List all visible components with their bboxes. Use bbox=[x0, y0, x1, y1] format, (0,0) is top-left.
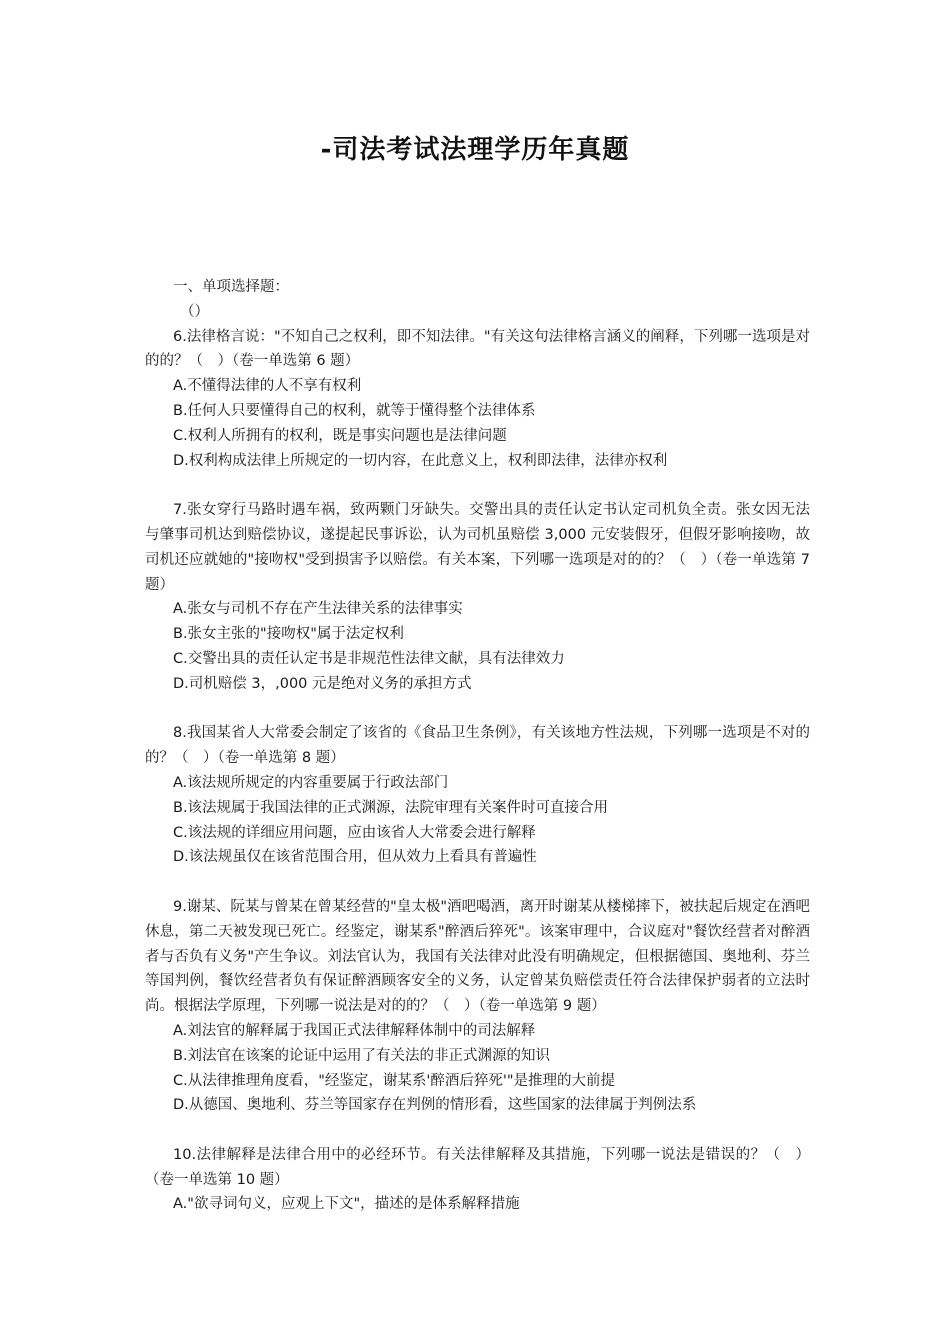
section-heading: 一、单项选择题： bbox=[173, 279, 289, 295]
option-d: D.该法规虽仅在该省范围合用，但从效力上看具有普遍性 bbox=[173, 849, 537, 866]
document-body bbox=[145, 275, 810, 1217]
question-stem: 6.法律格言说："不知自己之权利，即不知法律。"有关这句法律格言涵义的阐释，下列哪一选项是对的的？（ ）（卷一单选第 6 题） bbox=[145, 328, 810, 370]
question-7 bbox=[145, 498, 810, 696]
option-a: A.刘法官的解释属于我国正式法律解释体制中的司法解释 bbox=[173, 1022, 536, 1039]
question-stem: 7.张女穿行马路时遇车祸，致两颗门牙缺失。交警出具的责任认定书认定司机负全责。张女因无法与肇事司机达到赔偿协议，遂提起民事诉讼，认为司机虽赔偿 3,000 元安装假牙，但假牙影响接吻，故司机还应就她的"接吻权"受到损害予以赔偿。有关本案，下列哪一选项是对的的？（ ）（卷一单选第 7 题） bbox=[145, 502, 810, 593]
option-d: D.司机赔偿 3，,000 元是绝对义务的承担方式 bbox=[173, 675, 472, 692]
option-b: B.该法规属于我国法律的正式渊源，法院审理有关案件时可直接合用 bbox=[173, 799, 609, 816]
question-8 bbox=[145, 721, 810, 870]
question-9 bbox=[145, 895, 810, 1118]
document-title: -司法考试法理学历年真题 bbox=[320, 135, 630, 165]
option-d: D.从德国、奥地利、芬兰等国家存在判例的情形看，这些国家的法律属于判例法系 bbox=[173, 1097, 697, 1114]
option-b: B.任何人只要懂得自己的权利，就等于懂得整个法律体系 bbox=[173, 402, 536, 419]
section-note: （） bbox=[180, 303, 209, 320]
question-6 bbox=[145, 325, 810, 474]
option-b: B.张女主张的"接吻权"属于法定权利 bbox=[173, 626, 404, 643]
option-a: A.张女与司机不存在产生法律关系的法律事实 bbox=[173, 601, 463, 618]
question-10 bbox=[145, 1143, 810, 1217]
paragraph-gap bbox=[145, 697, 810, 722]
paragraph-gap bbox=[145, 870, 810, 895]
option-a: A.不懂得法律的人不享有权利 bbox=[173, 378, 362, 395]
option-a: A."欲寻词句义，应观上下文"，描述的是体系解释措施 bbox=[173, 1196, 520, 1213]
paragraph-gap bbox=[145, 1118, 810, 1143]
option-d: D.权利构成法律上所规定的一切内容，在此意义上，权利即法律，法律亦权利 bbox=[173, 452, 668, 469]
option-c: C.从法律推理角度看，"经鉴定，谢某系'醉酒后猝死'"是推理的大前提 bbox=[173, 1072, 616, 1089]
question-stem: 9.谢某、阮某与曾某在曾某经营的"皇太极"酒吧喝酒，离开时谢某从楼梯摔下，被扶起后规定在酒吧休息，第二天被发现已死亡。经鉴定，谢某系"醉酒后猝死"。该案审理中，合议庭对"餐饮经营者对醉酒者与否负有义务"产生争议。刘法官认为，我国有关法律对此没有明确规定，但根据德国、奥地利、芬兰等国判例，餐饮经营者负有保证醉酒顾客安全的义务，认定曾某负赔偿责任符合法律保护弱者的立法时尚。根据法学原理，下列哪一说法是对的的？（ ）（卷一单选第 9 题） bbox=[145, 898, 810, 1015]
option-c: C.该法规的详细应用问题，应由该省人大常委会进行解释 bbox=[173, 824, 536, 841]
option-c: C.交警出具的责任认定书是非规范性法律文献，具有法律效力 bbox=[173, 650, 565, 667]
paragraph-gap bbox=[145, 473, 810, 498]
question-stem: 8.我国某省人大常委会制定了该省的《食品卫生条例》，有关该地方性法规，下列哪一选项是不对的的？（ ）（卷一单选第 8 题） bbox=[145, 725, 810, 767]
option-b: B.刘法官在该案的论证中运用了有关法的非正式渊源的知识 bbox=[173, 1047, 551, 1064]
option-a: A.该法规所规定的内容重要属于行政法部门 bbox=[173, 774, 449, 791]
option-c: C.权利人所拥有的权利，既是事实问题也是法律问题 bbox=[173, 427, 507, 444]
question-stem: 10.法律解释是法律合用中的必经环节。有关法律解释及其措施，下列哪一说法是错误的？（ ）（卷一单选第 10 题） bbox=[145, 1146, 810, 1188]
